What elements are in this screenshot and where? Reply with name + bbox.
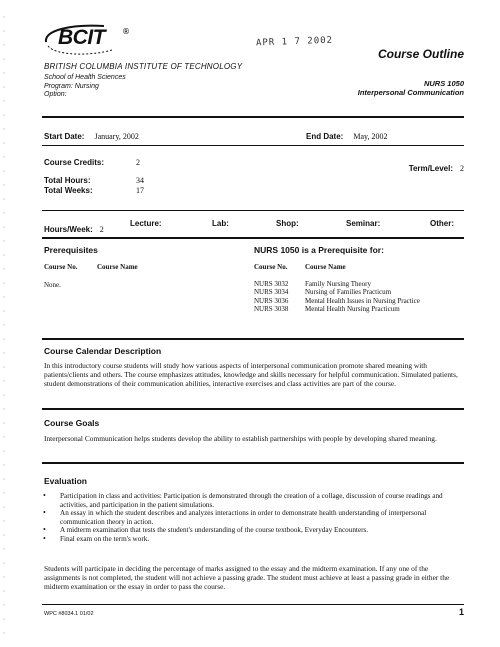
divider <box>42 145 464 146</box>
form-code: WPC #8034.1 01/02 <box>44 611 94 617</box>
option-label: Option: <box>44 91 67 98</box>
table-row: NURS 3032 Family Nursing Theory <box>254 280 371 288</box>
total-hours-value: 34 <box>136 176 144 185</box>
divider <box>42 338 464 340</box>
end-date <box>306 126 388 144</box>
divider <box>42 604 464 605</box>
prereq-for-table <box>254 280 420 313</box>
calendar-description-text: In this introductory course students will study how various aspects of interpersonal communication promote shared meaning with patients/clients and others. The course emphasizes attitudes, knowledge and skills necessary for helpful communication. Simulated patients, student demonstrations of their communication abilities, interactive exercises and class activities are part of the course. <box>44 361 458 388</box>
evaluation-list <box>40 492 464 544</box>
divider <box>42 237 464 239</box>
list-item: • An essay in which the student describes and analyzes interactions in order to demonstrate health understanding of interpersonal communication theory in action. <box>40 509 464 526</box>
evaluation-note: Students will participate in deciding the percentage of marks assigned to the essay and the midterm examination. If any one of the assignments is not completed, the student will not achieve a passing grade. The student must achieve at least a passing grade in either the midterm examination or the essay in order to pass the course. <box>44 564 450 591</box>
start-date-value: January, 2002 <box>94 132 139 141</box>
svg-text:®: ® <box>122 27 130 36</box>
lecture-label: Lecture: <box>130 219 162 228</box>
school-name: School of Health Sciences <box>44 74 126 81</box>
prereq-for-col-course-no: Course No. <box>254 263 288 271</box>
scan-margin-marks <box>2 10 6 640</box>
calendar-description-heading: Course Calendar Description <box>44 346 162 356</box>
term-label: Term/Level: <box>408 164 453 173</box>
course-goals-text: Interpersonal Communication helps students develop the ability to establish partnerships with people by developing shared meaning. <box>44 434 437 443</box>
start-date-label: Start Date: <box>44 132 85 141</box>
prereq-col-course-no: Course No. <box>44 263 78 271</box>
divider <box>42 462 464 464</box>
prerequisite-for-heading: NURS 1050 is a Prerequisite for: <box>254 245 384 255</box>
table-row: NURS 3034 Nursing of Families Practicum <box>254 288 392 297</box>
table-row: NURS 3038 Mental Health Nursing Practicum <box>254 304 400 313</box>
credits-value: 2 <box>136 158 140 167</box>
end-date-label: End Date: <box>306 132 344 141</box>
total-hours-label: Total Hours: <box>44 176 91 185</box>
total-weeks-label: Total Weeks: <box>44 186 93 195</box>
course-goals-heading: Course Goals <box>44 418 100 428</box>
bcit-logo-text: BCIT <box>58 26 105 49</box>
divider <box>42 408 464 410</box>
evaluation-heading: Evaluation <box>44 476 87 486</box>
received-date-stamp: APR 1 7 2002 <box>255 35 334 49</box>
seminar-label: Seminar: <box>346 219 381 228</box>
prerequisites-heading: Prerequisites <box>44 245 98 255</box>
prereq-for-col-course-name: Course Name <box>305 263 346 271</box>
list-item: • A midterm examination that tests the student's understanding of the course textbook, Everyday Encounters. <box>40 526 464 535</box>
term-value: 2 <box>460 164 464 173</box>
hours-per-week <box>44 219 104 237</box>
list-item: • Final exam on the term's work. <box>40 535 464 544</box>
divider <box>42 116 464 118</box>
table-row: NURS 3036 Mental Health Issues in Nursing Practice <box>254 296 420 305</box>
end-date-value: May, 2002 <box>353 132 388 141</box>
start-date <box>44 126 139 144</box>
other-label: Other: <box>430 219 454 228</box>
shop-label: Shop: <box>276 219 299 228</box>
credits-label: Course Credits: <box>44 158 105 167</box>
hours-week-value: 2 <box>99 225 104 234</box>
course-name: Interpersonal Communication <box>357 88 464 97</box>
course-identifier <box>358 79 464 97</box>
course-number: NURS 1050 <box>423 79 464 88</box>
list-item: • Participation in class and activities: Participation is demonstrated through the creation of a collage, discussion of course readings and activities, and participation in the patient simulations. <box>40 492 464 509</box>
term-level <box>409 158 464 176</box>
page-number: 1 <box>458 607 464 617</box>
institute-name: BRITISH COLUMBIA INSTITUTE OF TECHNOLOGY <box>44 62 243 71</box>
lab-label: Lab: <box>212 219 229 228</box>
school-info <box>44 74 126 100</box>
prereq-item: None. <box>44 281 61 289</box>
total-weeks-value: 17 <box>136 186 144 195</box>
document-title: Course Outline <box>377 47 464 61</box>
hours-week-label: Hours/Week: <box>44 225 93 234</box>
divider <box>42 210 464 211</box>
prereq-col-course-name: Course Name <box>97 263 138 271</box>
program-name: Program: Nursing <box>44 82 99 90</box>
